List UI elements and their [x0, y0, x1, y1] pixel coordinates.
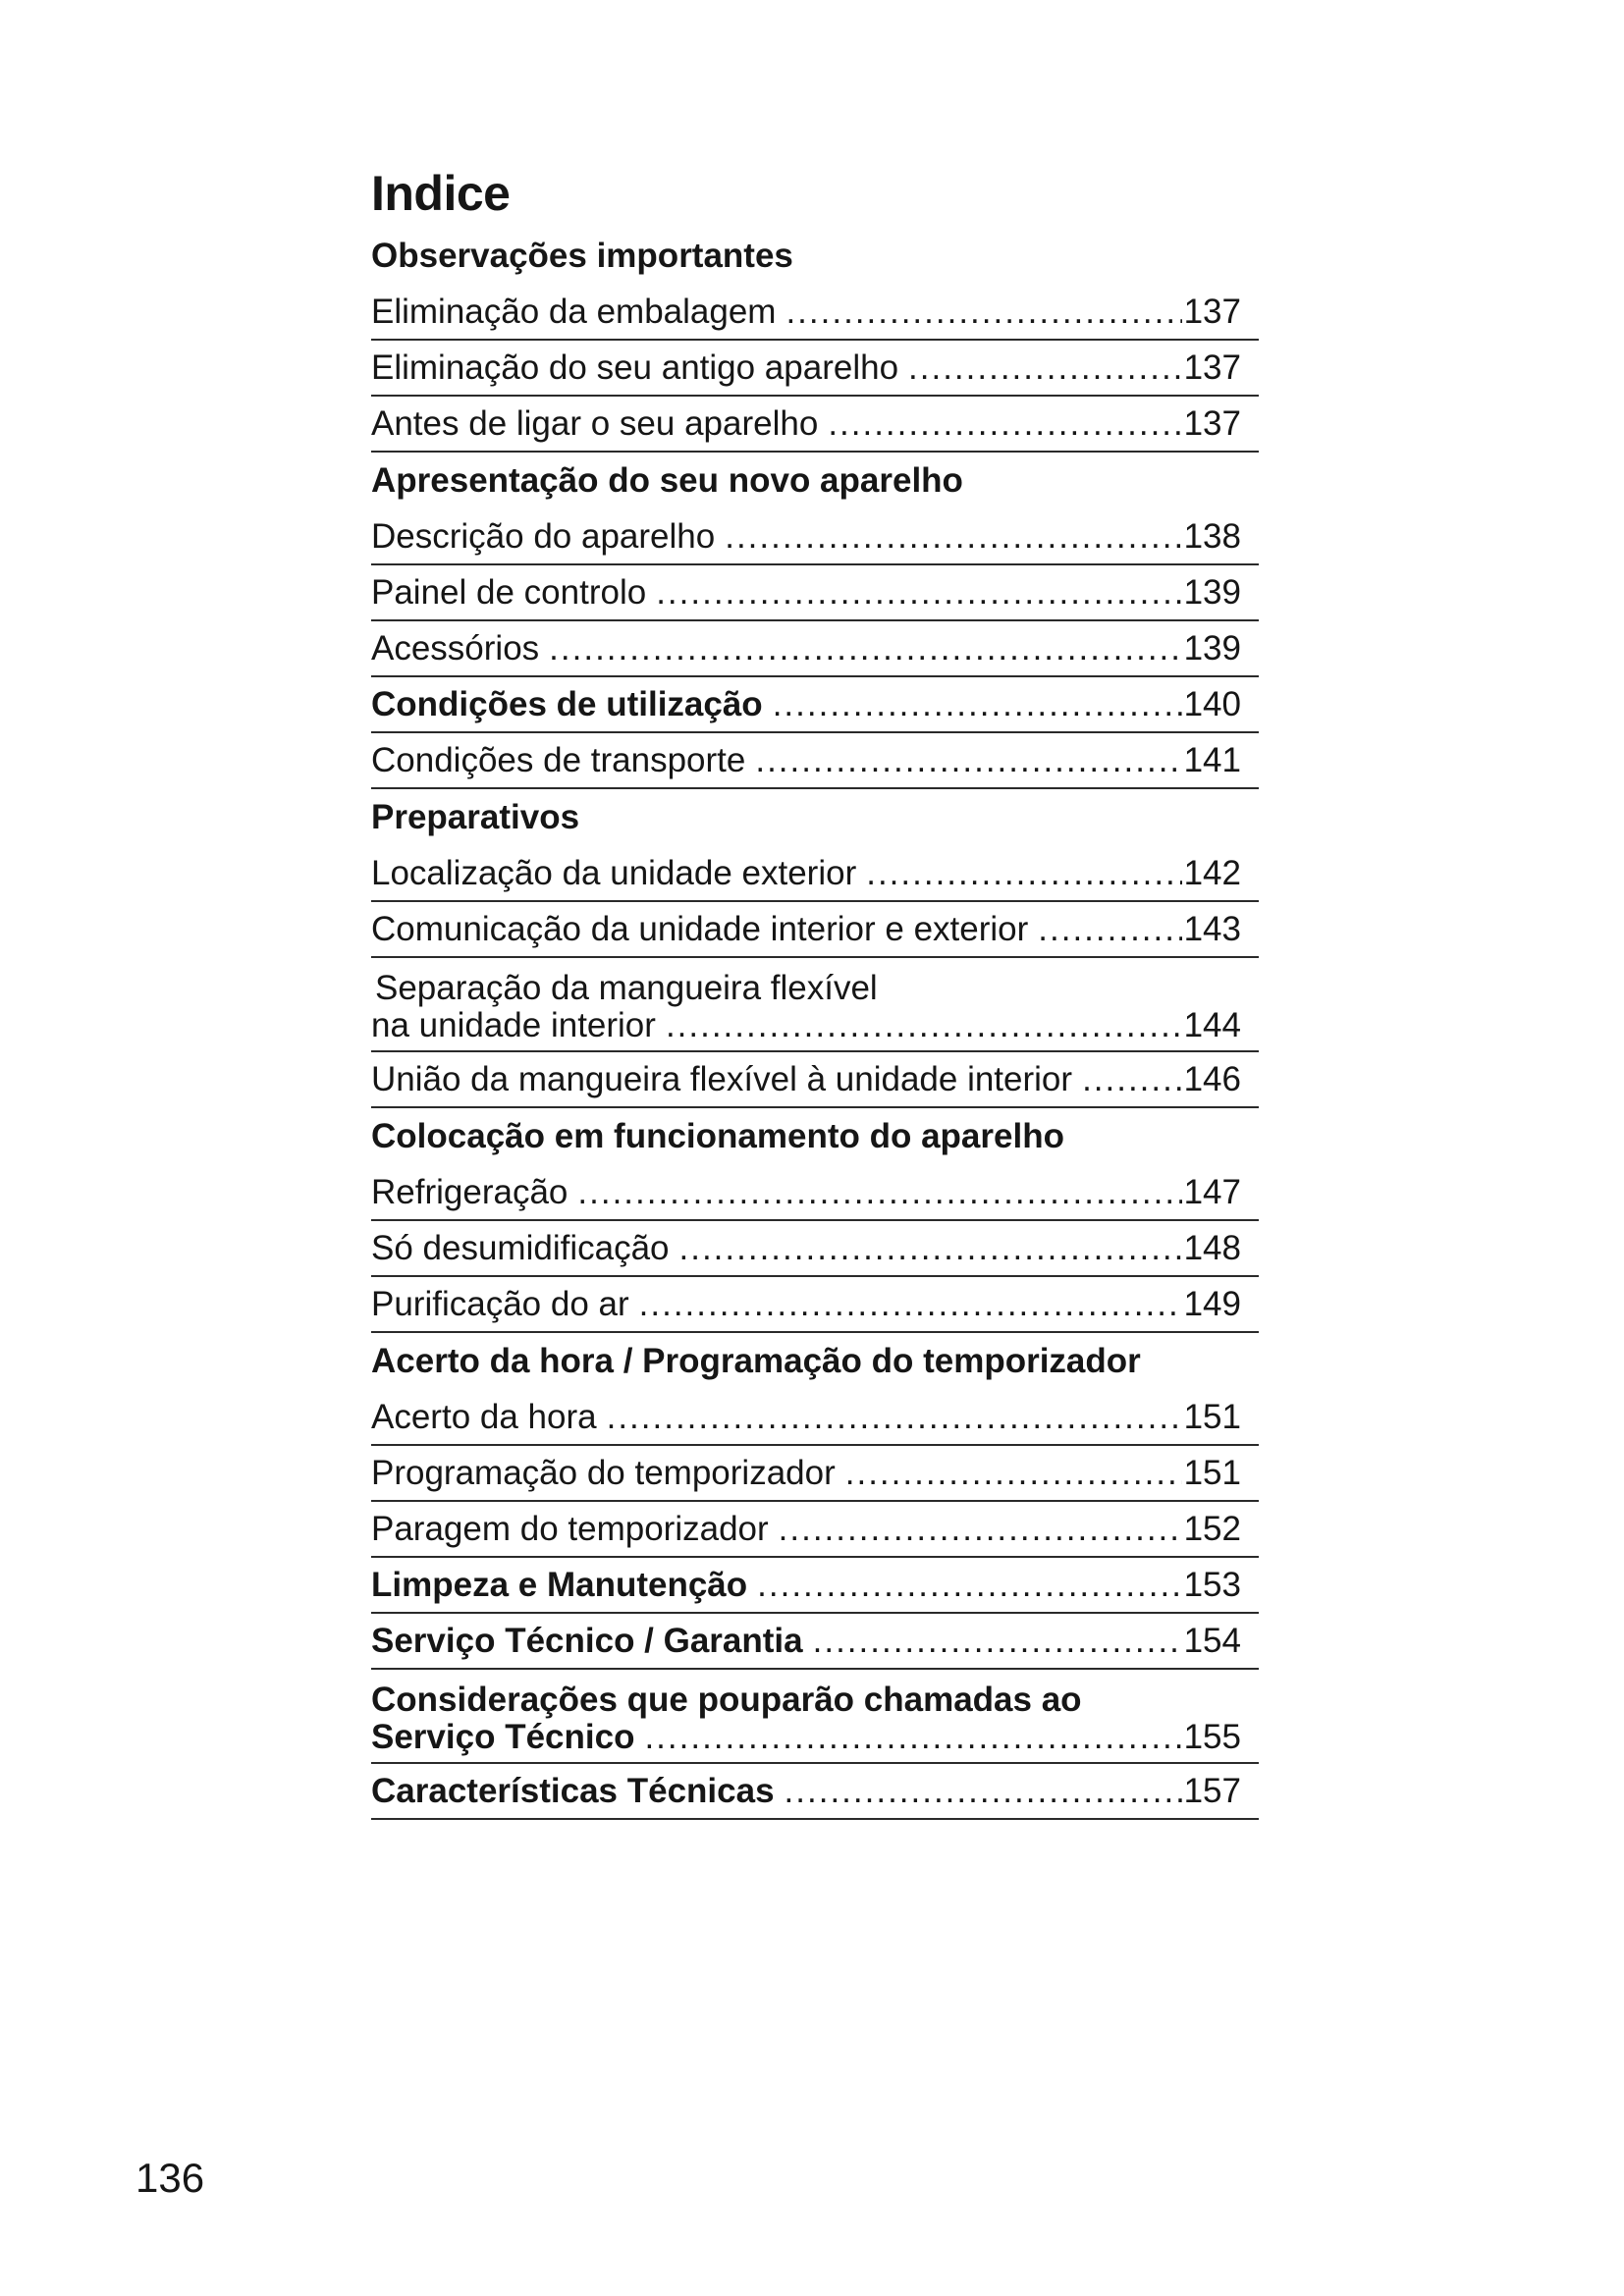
dot-leader	[644, 1719, 1181, 1756]
dot-leader	[679, 1228, 1182, 1269]
toc-entry-page: 147	[1183, 1173, 1241, 1211]
toc-entry[interactable]	[371, 958, 1259, 1052]
toc-entry[interactable]	[371, 1390, 1259, 1446]
toc-entry-line2	[371, 1007, 1259, 1044]
section-heading-observacoes: Observações importantes	[371, 237, 793, 275]
toc-entry[interactable]	[371, 565, 1259, 621]
toc-entry[interactable]	[371, 1221, 1259, 1277]
toc-entry[interactable]	[371, 846, 1259, 902]
dot-leader	[656, 572, 1181, 614]
section-heading-apresentacao: Apresentação do seu novo aparelho	[371, 461, 963, 500]
toc-entry-page: 139	[1183, 573, 1241, 612]
dot-leader	[845, 1453, 1182, 1494]
toc-entry-page: 148	[1183, 1229, 1241, 1267]
dot-leader	[785, 292, 1181, 333]
toc-entry-label: Características Técnicas	[371, 1772, 775, 1810]
dot-leader	[1082, 1059, 1182, 1100]
dot-leader	[1038, 909, 1181, 950]
toc-entry-label-line2: na unidade interior	[371, 1006, 656, 1044]
dot-leader	[577, 1172, 1181, 1213]
toc-entry[interactable]	[371, 1446, 1259, 1502]
toc-entry-page: 149	[1183, 1285, 1241, 1323]
toc-entry-page: 141	[1183, 741, 1241, 779]
dot-leader	[755, 740, 1181, 781]
toc-entry[interactable]	[371, 1165, 1259, 1221]
toc-entry-label: Condições de transporte	[371, 741, 746, 779]
toc-entry-page: 157	[1183, 1772, 1241, 1810]
toc-entry-bold[interactable]	[371, 1764, 1259, 1820]
toc-entry-label: Antes de ligar o seu aparelho	[371, 404, 819, 443]
page-number: 136	[135, 2155, 205, 2201]
toc-entry-bold[interactable]	[371, 1614, 1259, 1670]
toc-entry[interactable]	[371, 1502, 1259, 1558]
toc-entry-bold[interactable]	[371, 1670, 1259, 1764]
section-heading-acerto: Acerto da hora / Programação do temporizador	[371, 1342, 1141, 1380]
toc-entry-page: 137	[1183, 404, 1241, 443]
toc-entry[interactable]	[371, 902, 1259, 958]
dot-leader	[666, 1007, 1182, 1044]
toc-entry[interactable]	[371, 509, 1259, 565]
toc-entry-label: Localização da unidade exterior	[371, 854, 857, 892]
dot-leader	[785, 1771, 1182, 1812]
toc-entry[interactable]	[371, 733, 1259, 789]
table-of-contents	[371, 163, 1259, 1820]
toc-entry-label: Limpeza e Manutenção	[371, 1566, 748, 1604]
toc-entry-page: 139	[1183, 629, 1241, 667]
toc-entry-page: 143	[1183, 910, 1241, 948]
toc-entry-bold[interactable]	[371, 677, 1259, 733]
toc-entry-label: Purificação do ar	[371, 1285, 629, 1323]
dot-leader	[828, 403, 1181, 445]
toc-entry-label: Condições de utilização	[371, 685, 763, 723]
dot-leader	[549, 628, 1181, 669]
dot-leader	[866, 853, 1181, 894]
dot-leader	[773, 684, 1182, 725]
toc-entry[interactable]	[371, 341, 1259, 397]
section-heading-preparativos: Preparativos	[371, 798, 580, 836]
toc-entry-label: Comunicação da unidade interior e exterior	[371, 910, 1029, 948]
toc-entry-page: 140	[1183, 685, 1241, 723]
toc-entry-label: Paragem do temporizador	[371, 1510, 769, 1548]
toc-entry-page: 151	[1183, 1398, 1241, 1436]
toc-entry-label: Serviço Técnico / Garantia	[371, 1622, 803, 1660]
toc-entry-page: 153	[1183, 1566, 1241, 1604]
toc-entry[interactable]	[371, 397, 1259, 453]
toc-entry-label: Descrição do aparelho	[371, 517, 716, 556]
toc-entry-page: 152	[1183, 1510, 1241, 1548]
dot-leader	[908, 347, 1182, 389]
toc-entry-page: 144	[1183, 1006, 1241, 1044]
toc-entry[interactable]	[371, 285, 1259, 341]
toc-entry-label: Eliminação do seu antigo aparelho	[371, 348, 899, 387]
toc-entry-label: Acerto da hora	[371, 1398, 597, 1436]
toc-entry-page: 137	[1183, 293, 1241, 331]
toc-title: Indice	[371, 166, 511, 221]
toc-entry-label: Acessórios	[371, 629, 540, 667]
toc-entry[interactable]	[371, 1277, 1259, 1333]
toc-entry-page: 154	[1183, 1622, 1241, 1660]
toc-entry-page: 151	[1183, 1454, 1241, 1492]
toc-entry-page: 146	[1183, 1060, 1241, 1098]
toc-entry-label: Eliminação da embalagem	[371, 293, 777, 331]
toc-entry-page: 142	[1183, 854, 1241, 892]
toc-entry-line2	[371, 1719, 1259, 1756]
dot-leader	[607, 1397, 1182, 1438]
toc-entry[interactable]	[371, 1052, 1259, 1108]
toc-entry-page: 137	[1183, 348, 1241, 387]
dot-leader	[725, 516, 1181, 558]
toc-entry-label: Refrigeração	[371, 1173, 568, 1211]
toc-entry-label-line2: Serviço Técnico	[371, 1718, 635, 1756]
toc-entry-bold[interactable]	[371, 1558, 1259, 1614]
toc-entry-page: 138	[1183, 517, 1241, 556]
toc-entry-label: Painel de controlo	[371, 573, 647, 612]
toc-entry-label-line1: Considerações que pouparão chamadas ao	[371, 1681, 1082, 1719]
toc-entry-label-line1: Separação da mangueira flexível	[375, 969, 878, 1007]
dot-leader	[639, 1284, 1182, 1325]
toc-entry-page: 155	[1183, 1718, 1241, 1756]
dot-leader	[813, 1621, 1182, 1662]
toc-entry-label: Só desumidificação	[371, 1229, 670, 1267]
dot-leader	[779, 1509, 1182, 1550]
toc-entry-label: Programação do temporizador	[371, 1454, 836, 1492]
toc-entry-label: União da mangueira flexível à unidade interior	[371, 1060, 1073, 1098]
dot-leader	[757, 1565, 1181, 1606]
section-heading-colocacao: Colocação em funcionamento do aparelho	[371, 1117, 1064, 1155]
toc-entry[interactable]	[371, 621, 1259, 677]
